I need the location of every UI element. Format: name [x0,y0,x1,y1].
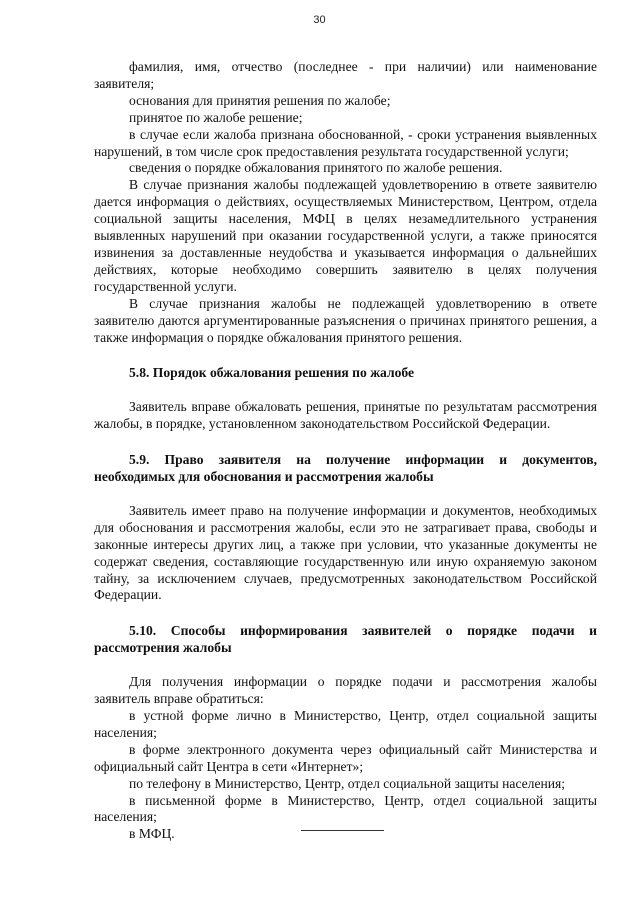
paragraph-complaint-upheld: В случае признания жалобы подлежащей удовлетворению в ответе заявителю дается информация о действиях, осуществляемых Министерством, Центром, отдела социальной защиты населения, МФЦ в целях незамедлительного устранения выявленных нарушений при оказании государственной услуги, а также приносятся извинения за доставленные неудобства и указывается информация о дальнейших действиях, которые необходимо совершить заявителю в целях получения государственной услуги. [94,177,597,294]
section-heading-5-10: 5.10. Способы информирования заявителей о порядке подачи и рассмотрения жалобы [94,623,597,656]
section-heading-5-8: 5.8. Порядок обжалования решения по жалобе [129,365,415,381]
spacer [94,382,597,399]
paragraph-information-ways-intro: Для получения информации о порядке подачи и рассмотрения жалобы заявитель вправе обратиться: [94,674,597,707]
list-item-written: в письменной форме в Министерство, Центр, отдел социальной защиты населения; [94,792,597,825]
paragraph-remedy-deadlines: в случае если жалоба признана обоснованной, - сроки устранения выявленных нарушений, в том числе срок предоставления результата государственной услуги; [94,126,597,159]
paragraph-decision-taken: принятое по жалобе решение; [129,109,303,125]
paragraph-complaint-rejected: В случае признания жалобы не подлежащей удовлетворению в ответе заявителю даются аргументированные разъяснения о причинах принятого решения, а также информация о порядке обжалования принятого решения. [94,295,597,345]
paragraph-appeal-procedure-info: сведения о порядке обжалования принятого по жалобе решения. [129,160,503,176]
spacer [94,657,597,674]
list-item-electronic: в форме электронного документа через официальный сайт Министерства и официальный сайт Центра в сети «Интернет»; [94,741,597,774]
spacer [94,346,597,365]
document-body [94,59,597,843]
paragraph-decision-grounds: основания для принятия решения по жалобе; [129,92,391,108]
section-heading-5-9: 5.9. Право заявителя на получение информации и документов, необходимых для обоснования и рассмотрения жалобы [94,452,597,485]
footer-divider [301,830,384,831]
list-item-oral: в устной форме лично в Министерство, Центр, отдел социальной защиты населения; [94,708,597,740]
spacer [94,604,597,623]
list-item-phone: по телефону в Министерство, Центр, отдел социальной защиты населения; [129,775,566,791]
list-item-mfc: в МФЦ. [129,826,175,842]
spacer [94,433,597,452]
paragraph-applicant-name: фамилия, имя, отчество (последнее - при наличии) или наименование заявителя; [94,59,597,91]
paragraph-information-right: Заявитель имеет право на получение информации и документов, необходимых для обоснования и рассмотрения жалобы, если это не затрагивает права, свободы и законные интересы других лиц, а также при условии, что указанные документы не содержат сведения, составляющие государственную или иную охраняемую законом тайну, за исключением случаев, предусмотренных законодательством Российской Федерации. [94,502,597,603]
paragraph-appeal-right: Заявитель вправе обжаловать решения, принятые по результатам рассмотрения жалобы, в порядке, установленном законодательством Российской Федерации. [94,399,597,432]
page-number: 30 [313,14,326,26]
spacer [94,486,597,503]
